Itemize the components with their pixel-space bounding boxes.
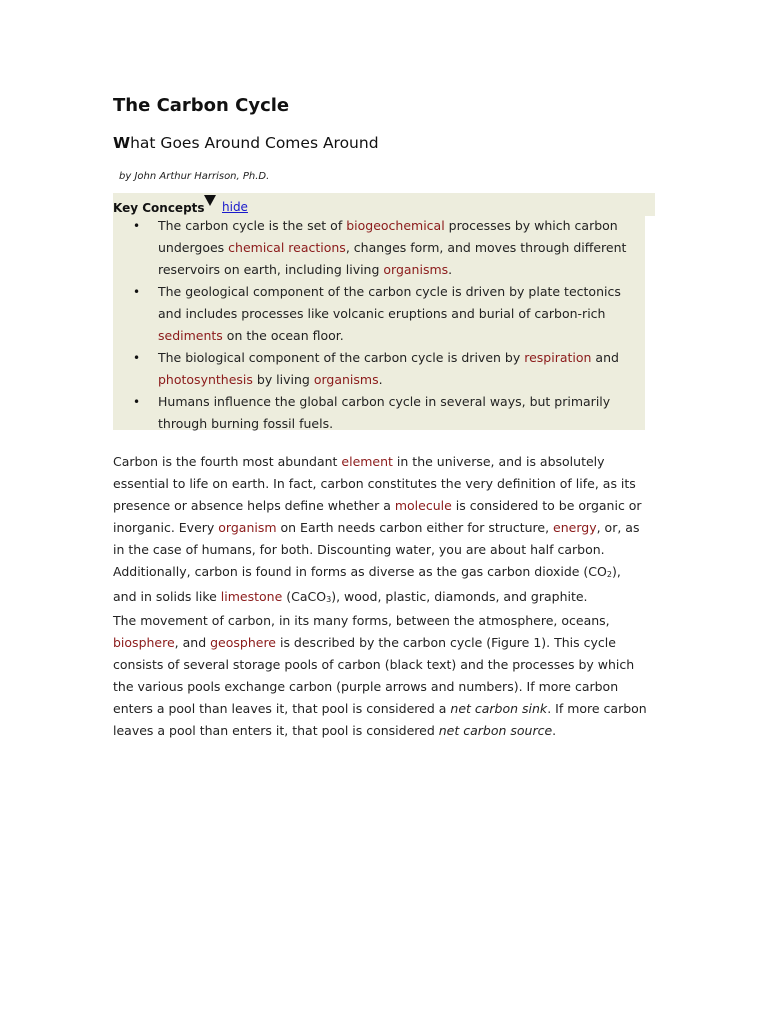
paragraph-text: is considered to be organic or inorganic. Every [113, 498, 642, 535]
glossary-term-link[interactable]: biosphere [113, 635, 175, 650]
subscript: 3 [326, 595, 332, 604]
author-byline: by John Arthur Harrison, Ph.D. [119, 171, 270, 182]
paragraph-text: (CaCO [282, 589, 327, 604]
item-text: processes by which carbon undergoes [158, 218, 618, 255]
glossary-term-link[interactable]: organism [218, 520, 277, 535]
item-text: on the ocean floor. [222, 328, 344, 343]
item-text: Humans influence the global carbon cycle in several ways, but primarily through burning fossil fuels. [158, 394, 611, 431]
glossary-term-link[interactable]: organisms [383, 262, 449, 277]
page-subtitle [113, 134, 379, 152]
glossary-term-link[interactable]: chemical reactions [228, 240, 346, 255]
paragraph-text: Carbon is the fourth most abundant [113, 454, 342, 469]
subtitle-rest: hat Goes Around Comes Around [130, 134, 379, 152]
glossary-term-link[interactable]: organisms [313, 372, 379, 387]
collapse-triangle-icon[interactable] [204, 195, 216, 206]
paragraph-text: ), and in solids like [113, 564, 621, 604]
paragraph-text: on Earth needs carbon either for structure, [276, 520, 554, 535]
key-concepts-header [113, 193, 655, 216]
body-paragraph-2 [113, 610, 648, 742]
key-concepts-label: Key Concepts [113, 201, 205, 215]
glossary-term-link[interactable]: biogeochemical [346, 218, 445, 233]
glossary-term-link[interactable]: sediments [158, 328, 223, 343]
item-text: . [448, 262, 453, 277]
paragraph-text: ), wood, plastic, diamonds, and graphite. [331, 589, 588, 604]
body-paragraph-1 [113, 451, 648, 611]
glossary-term-link[interactable]: limestone [220, 589, 283, 604]
key-concept-item [113, 347, 645, 391]
emphasis-term: net carbon sink [450, 701, 548, 716]
key-concept-item [113, 281, 645, 347]
key-concept-item [113, 215, 645, 281]
glossary-term-link[interactable]: energy [553, 520, 597, 535]
paragraph-text: is described by the carbon cycle (Figure 1). This cycle consists of several storage pools of carbon (black text) and the processes by which the various pools exchange carbon (purple arrows and numbers). If more carbon enters a pool than leaves it, that pool is considered a [113, 635, 635, 716]
item-text: The biological component of the carbon cycle is driven by [158, 350, 525, 365]
paragraph-text: The movement of carbon, in its many forms, between the atmosphere, oceans, [113, 613, 610, 628]
glossary-term-link[interactable]: element [341, 454, 393, 469]
glossary-term-link[interactable]: photosynthesis [158, 372, 253, 387]
item-text: . [378, 372, 383, 387]
paragraph-text: . [552, 723, 557, 738]
item-text: The carbon cycle is the set of [158, 218, 347, 233]
glossary-term-link[interactable]: geosphere [210, 635, 276, 650]
subscript: 2 [606, 570, 612, 579]
paragraph-text: in the universe, and is absolutely essential to life on earth. In fact, carbon constitutes the very definition of life, as its presence or absence helps define whether a [113, 454, 636, 513]
page-title: The Carbon Cycle [113, 95, 290, 116]
hide-link[interactable]: hide [222, 200, 248, 214]
subtitle-initial: W [113, 134, 131, 152]
glossary-term-link[interactable]: respiration [524, 350, 592, 365]
emphasis-term: net carbon source [438, 723, 553, 738]
glossary-term-link[interactable]: molecule [394, 498, 452, 513]
paragraph-text: , or, as in the case of humans, for both. Discounting water, you are about half carbon. Additionally, carbon is found in forms as diverse as the gas carbon dioxide (CO [113, 520, 640, 579]
item-text: by living [252, 372, 314, 387]
key-concepts-box [113, 215, 645, 430]
key-concept-item [113, 391, 645, 435]
item-text: The geological component of the carbon cycle is driven by plate tectonics and includes processes like volcanic eruptions and burial of carbon-rich [158, 284, 621, 321]
key-concepts-list [113, 215, 645, 435]
item-text: , changes form, and moves through different reservoirs on earth, including living [158, 240, 627, 277]
paragraph-text: , and [174, 635, 211, 650]
item-text: and [591, 350, 619, 365]
paragraph-text: . If more carbon leaves a pool than enters it, that pool is considered [113, 701, 647, 738]
